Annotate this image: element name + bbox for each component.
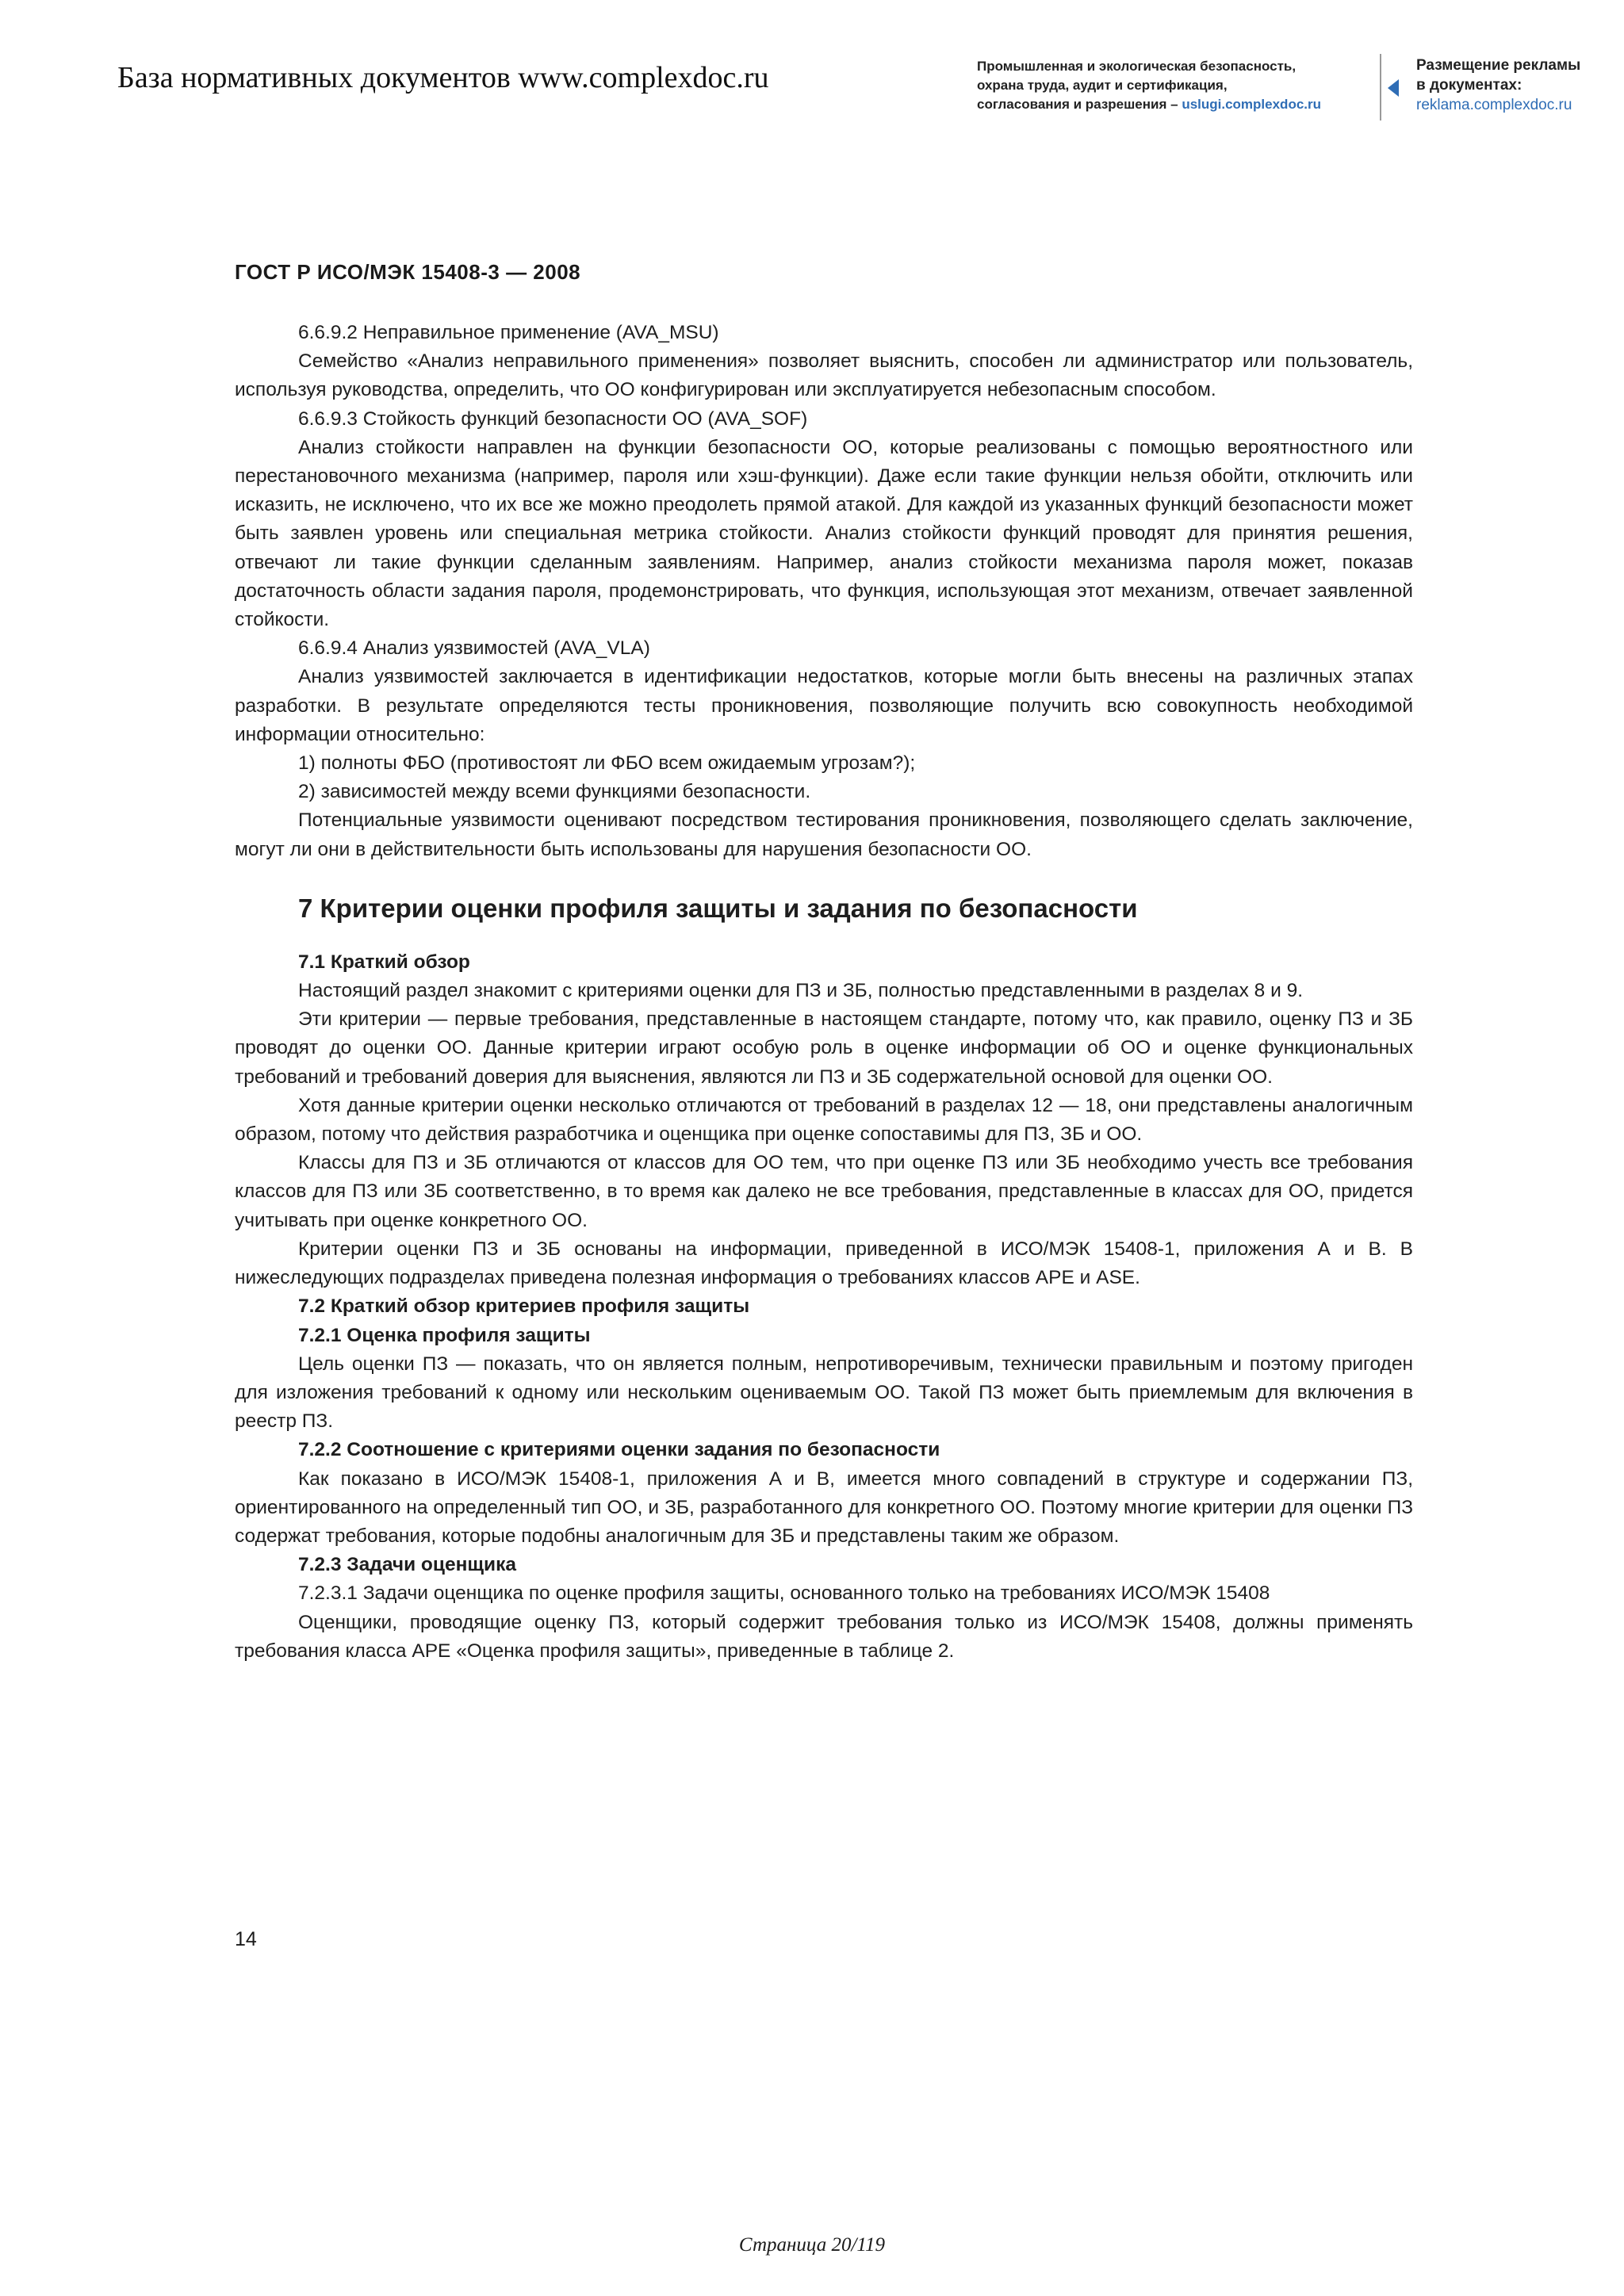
- subsection-heading: 7.2.2 Соотношение с критериями оценки задания по безопасности: [298, 1439, 940, 1461]
- paragraph: Хотя данные критерии оценки несколько отличаются от требований в разделах 12 — 18, они представлены аналогичным образом, потому что действия разработчика и оценщика при оценке сопоставимы для ПЗ, ЗБ и ОО.: [235, 1094, 1413, 1146]
- paragraph: Критерии оценки ПЗ и ЗБ основаны на информации, приведенной в ИСО/МЭК 15408-1, приложения А и В. В нижеследующих подразделах приведена полезная информация о требованиях классов АРЕ и ASE.: [235, 1238, 1413, 1289]
- site-banner-text: База нормативных документов www.complexdoc.ru: [117, 61, 769, 94]
- page-number: 14: [235, 1928, 257, 1950]
- section-title: 7 Критерии оценки профиля защиты и задания по безопасности: [298, 893, 1138, 923]
- paragraph: Настоящий раздел знакомит с критериями оценки для ПЗ и ЗБ, полностью представленными в разделах 8 и 9.: [298, 980, 1304, 1002]
- paragraph: Цель оценки ПЗ — показать, что он является полным, непротиворечивым, технически правильным и поэтому пригоден для изложения требований к одному или нескольким оцениваемым ОО. Такой ПЗ может быть приемлемым для включения в реестр ПЗ.: [235, 1353, 1413, 1433]
- paragraph: Анализ стойкости направлен на функции безопасности ОО, которые реализованы с помощью вероятностного или перестановочного механизма (например, пароля или хэш-функции). Даже если такие функции нельзя обойти, отключить или исказить, не исключено, что их все же можно преодолеть прямой атакой. Для каждой из указанных функций безопасности может быть заявлен уровень или специальная метрика стойкости. Анализ стойкости функций проводят для принятия решения, отвечают ли такие функции сделанным заявлениям. Например, анализ стойкости механизма пароля может, показав достаточность области задания пароля, продемонстрировать, что функция, использующая этот механизм, отвечает заявленной стойкости.: [235, 436, 1413, 631]
- paragraph: Семейство «Анализ неправильного применения» позволяет выяснить, способен ли администратор или пользователь, используя руководства, определить, что ОО конфигурирован или эксплуатируется небезопасным способом.: [235, 350, 1413, 401]
- paragraph: Как показано в ИСО/МЭК 15408-1, приложения А и В, имеется много совпадений в структуре и содержании ПЗ, ориентированного на определенный тип ОО, и ЗБ, разработанного для конкретного ОО. Поэтому многие критерии для оценки ПЗ содержат требования, которые подобны аналогичным для ЗБ и представлены таким же образом.: [235, 1468, 1413, 1547]
- ads-line-1: Размещение рекламы: [1416, 57, 1581, 74]
- services-line-2: охрана труда, аудит и сертификация,: [977, 78, 1228, 93]
- banner-divider: [1380, 54, 1381, 121]
- subsection-heading: 7.1 Краткий обзор: [298, 951, 470, 973]
- document-body: [235, 319, 1413, 1666]
- list-item: 1) полноты ФБО (противостоят ли ФБО всем ожидаемым угрозам?);: [298, 752, 916, 775]
- paragraph: Оценщики, проводящие оценку ПЗ, который содержит требования только из ИСО/МЭК 15408, должны применять требования класса АРЕ «Оценка профиля защиты», приведенные в таблице 2.: [235, 1611, 1413, 1662]
- services-line-3: [977, 95, 1373, 114]
- paragraph: Эти критерии — первые требования, представленные в настоящем стандарте, потому что, как правило, оценку ПЗ и ЗБ проводят до оценки ОО. Данные критерии играют особую роль в оценке информации об ОО и оценке функциональных требований и требований доверия для выяснения, являются ли ПЗ и ЗБ содержательной основой для оценки ОО.: [235, 1008, 1413, 1088]
- page-footer: Страница 20/119: [738, 2234, 886, 2256]
- subsection-heading: 6.6.9.3 Стойкость функций безопасности ОО (AVA_SOF): [298, 408, 808, 430]
- services-line-3-prefix: согласования и разрешения –: [977, 97, 1182, 112]
- subsection-heading: 7.2.3 Задачи оценщика: [298, 1554, 517, 1576]
- ads-line-2: в документах:: [1416, 77, 1522, 94]
- ads-link[interactable]: reklama.complexdoc.ru: [1416, 97, 1572, 113]
- services-line-1: Промышленная и экологическая безопасность,: [977, 59, 1297, 74]
- standard-header: ГОСТ Р ИСО/МЭК 15408-3 — 2008: [235, 260, 581, 284]
- services-link[interactable]: uslugi.complexdoc.ru: [1182, 97, 1322, 112]
- arrow-left-icon: [1388, 79, 1399, 97]
- paragraph: Анализ уязвимостей заключается в идентификации недостатков, которые могли быть внесены на различных этапах разработки. В результате определяются тесты проникновения, позволяющие получить всю совокупность необходимой информации относительно:: [235, 666, 1413, 745]
- services-banner: [977, 57, 1373, 114]
- paragraph: Потенциальные уязвимости оценивают посредством тестирования проникновения, позволяющего сделать заключение, могут ли они в действительности быть использованы для нарушения безопасности ОО.: [235, 809, 1413, 860]
- subsection-heading: 6.6.9.4 Анализ уязвимостей (AVA_VLA): [298, 637, 650, 660]
- subsection-heading: 7.2 Краткий обзор критериев профиля защиты: [298, 1295, 750, 1318]
- paragraph: Классы для ПЗ и ЗБ отличаются от классов для ОО тем, что при оценке ПЗ или ЗБ необходимо учесть все требования классов для ПЗ или ЗБ соответственно, в то время как далеко не все требования, представленные в классах для ОО, придется учитывать при оценке конкретного ОО.: [235, 1152, 1413, 1231]
- ads-banner: [1416, 55, 1607, 115]
- list-item: 2) зависимостей между всеми функциями безопасности.: [298, 781, 811, 803]
- subsection-heading: 7.2.1 Оценка профиля защиты: [298, 1324, 591, 1346]
- paragraph: 7.2.3.1 Задачи оценщика по оценке профиля защиты, основанного только на требованиях ИСО/МЭК 15408: [298, 1582, 1270, 1605]
- subsection-heading: 6.6.9.2 Неправильное применение (AVA_MSU): [298, 322, 719, 343]
